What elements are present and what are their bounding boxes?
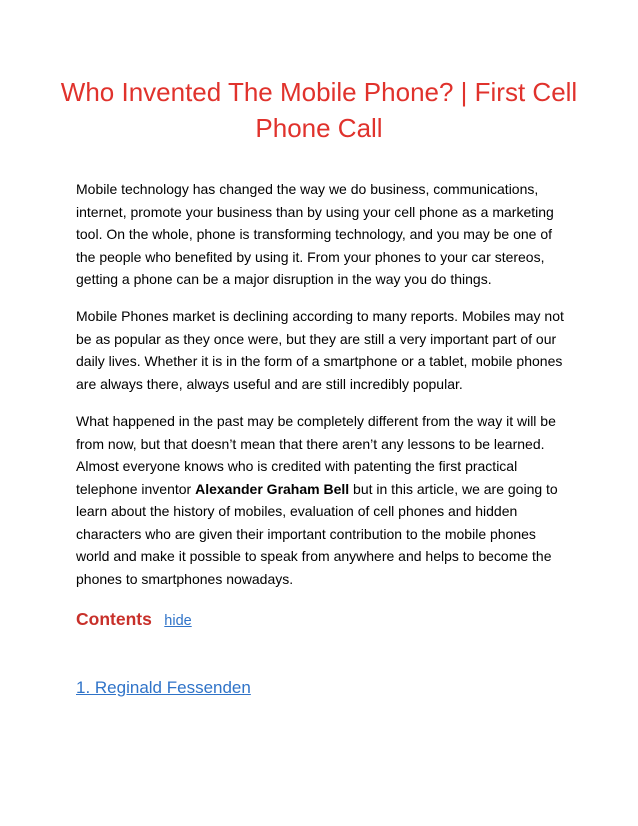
hide-contents-link[interactable]: hide [164, 613, 192, 629]
toc-item-reginald-fessenden[interactable]: 1. Reginald Fessenden [76, 678, 251, 697]
inventor-name: Alexander Graham Bell [195, 480, 350, 497]
intro-paragraph: Mobile technology has changed the way we do business, communications, internet, promote your business than by using your cell phone as a marketing tool. On the whole, phone is transforming technology, and you may be one of the people who benefited by using it. From your phones to your car stereos, getting a phone can be a major disruption in the way you do things. [76, 181, 554, 287]
history-paragraph [76, 410, 570, 590]
contents-heading: Contents [76, 609, 152, 629]
table-of-contents [76, 609, 192, 630]
history-text-before: What happened in the past may be completely different from the way it will be from now, but that doesn’t mean that there aren’t any lessons to be learned. Almost everyone knows who is credited with patenting the first practical telephone inventor [76, 413, 556, 497]
page-title: Who Invented The Mobile Phone? | First Cell Phone Call [60, 77, 578, 143]
history-text-after: but in this article, we are going to learn about the history of mobiles, evaluation of cell phones and hidden characters who are given their important contribution to the mobile phones world and make it possible to speak from anywhere and helps to become the phones to smartphones nowadays. [76, 480, 558, 587]
market-paragraph: Mobile Phones market is declining according to many reports. Mobiles may not be as popular as they once were, but they are still a very important part of our daily lives. Whether it is in the form of a smartphone or a tablet, mobile phones are always there, always useful and are still incredibly popular. [76, 308, 564, 392]
